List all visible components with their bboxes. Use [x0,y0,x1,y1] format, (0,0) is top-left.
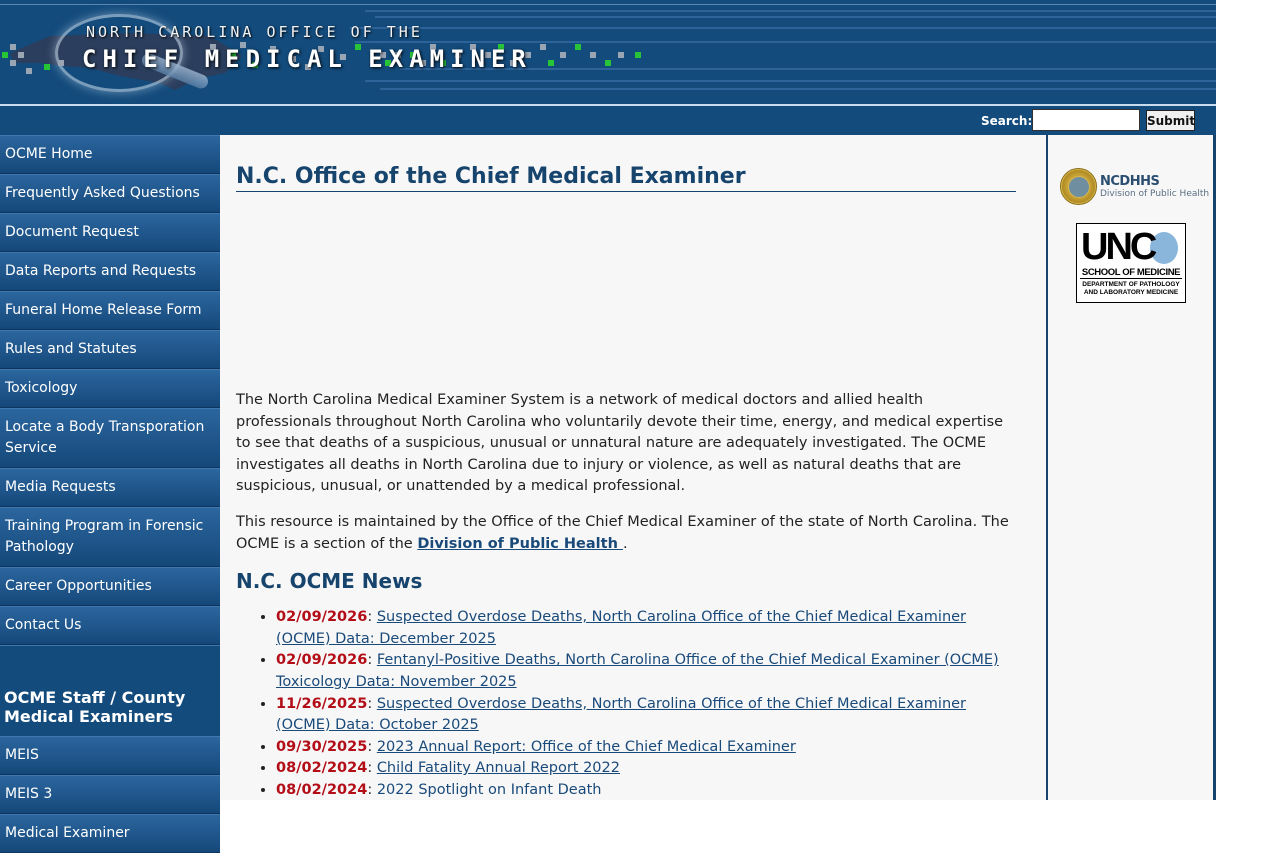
sidebar-item-rules-statutes[interactable]: Rules and Statutes [0,330,220,369]
banner-stripe [350,27,1216,29]
ncdhhs-subtitle: Division of Public Health [1100,189,1210,199]
news-link[interactable]: Fentanyl-Positive Deaths, North Carolina Office of the Chief Medical Examiner (OCME) Toxicology Data: November 2025 [276,652,999,690]
ncdhhs-logo[interactable] [1060,168,1210,208]
sidebar-item-document-request[interactable]: Document Request [0,213,220,252]
news-title: 2022 Spotlight on Infant Death [376,781,602,798]
unc-department [1079,281,1183,297]
news-date: 11/26/2025 [276,695,368,712]
news-sep: : [367,609,377,626]
unc-school-name: SCHOOL OF MEDICINE [1081,267,1181,278]
news-date: 09/30/2025 [276,738,368,755]
news-date: 02/09/2026 [276,609,368,626]
banner-divider [0,4,1216,5]
sidebar-item-meis-3[interactable]: MEIS 3 [0,775,220,814]
banner-stripe [375,16,1216,18]
banner-title-line2: CHIEF MEDICAL EXAMINER [82,45,532,73]
unc-dept-line1: DEPARTMENT OF PATHOLOGY [1082,281,1180,288]
news-sep: : [367,695,377,712]
news-link[interactable]: Suspected Overdose Deaths, North Carolina Office of the Chief Medical Examiner (OCME) Data: December 2025 [276,609,967,647]
resource-end: . [622,535,628,552]
news-item [276,758,1016,780]
banner-stripe [365,10,1216,12]
ncdhhs-name: NCDHHS [1100,174,1160,189]
news-date: 08/02/2024 [276,760,368,777]
banner-stripe [365,80,1216,82]
banner-title-line1: NORTH CAROLINA OFFICE OF THE [86,23,423,41]
news-sep: : [367,781,377,798]
sidebar-item-funeral-home-release[interactable]: Funeral Home Release Form [0,291,220,330]
news-item [276,737,1016,759]
resource-paragraph [236,512,1016,555]
sidebar-item-faq[interactable]: Frequently Asked Questions [0,174,220,213]
search-bar [0,106,1216,135]
sidebar-item-contact-us[interactable]: Contact Us [0,606,220,645]
sidebar-item-medical-examiner[interactable]: Medical Examiner [0,814,220,853]
unc-wordmark: UNC [1081,226,1155,268]
news-sep: : [367,760,377,777]
news-item [276,780,1016,802]
search-input[interactable] [1032,109,1140,131]
sidebar-item-ocme-home[interactable]: OCME Home [0,135,220,174]
banner-stripe [380,88,1216,90]
news-item [276,607,1016,650]
sidebar-item-training-program[interactable]: Training Program in Forensic Pathology [0,507,220,567]
header-banner [0,0,1216,106]
sidebar-item-toxicology[interactable]: Toxicology [0,369,220,408]
sidebar-item-media-requests[interactable]: Media Requests [0,468,220,507]
news-link[interactable]: Child Fatality Annual Report 2022 [376,760,620,777]
main-content [236,135,1016,802]
news-link[interactable]: Suspected Overdose Deaths, North Carolina Office of the Chief Medical Examiner (OCME) Data: October 2025 [276,695,967,734]
news-sep: : [367,738,377,755]
sidebar-item-data-reports[interactable]: Data Reports and Requests [0,252,220,291]
news-item [276,650,1016,693]
right-sidebar [1046,135,1216,800]
sidebar-nav [0,135,220,841]
division-public-health-link[interactable]: Division of Public Health [417,535,623,552]
news-date: 08/02/2024 [276,781,368,798]
news-link[interactable]: 2023 Annual Report: Office of the Chief Medical Examiner [376,738,796,755]
unc-pathology-logo[interactable] [1076,223,1186,303]
search-label: Search: [981,114,1033,128]
search-submit-button[interactable]: Submit [1146,110,1195,131]
news-sep: : [367,652,377,669]
sidebar-item-meis[interactable]: MEIS [0,736,220,775]
sidebar-item-body-transport[interactable]: Locate a Body Transporation Service [0,408,220,468]
news-date: 02/09/2026 [276,652,368,669]
intro-paragraph: The North Carolina Medical Examiner System is a network of medical doctors and allied health professionals throughout North Carolina who voluntarily devote their time, energy, and medical expertise to see that deaths of a suspicious, unusual or unnatural nature are adequately investigated. The OCME investigates all deaths in North Carolina due to injury or violence, as well as natural deaths that are suspicious, unusual, or unattended by a medical professional. [236,392,1004,495]
sidebar-section-title: OCME Staff / County Medical Examiners [0,645,220,736]
news-item [276,694,1016,737]
page-title: N.C. Office of the Chief Medical Examiner [236,163,1016,192]
nc-seal-icon [1060,168,1097,205]
news-list [236,607,1016,801]
resource-text: This resource is maintained by the Office of the Chief Medical Examiner of the state of North Carolina. The OCME is a section of the [236,513,1009,552]
unc-dept-line2: AND LABORATORY MEDICINE [1083,289,1179,296]
sidebar-item-careers[interactable]: Career Opportunities [0,567,220,606]
news-heading: N.C. OCME News [236,569,423,594]
